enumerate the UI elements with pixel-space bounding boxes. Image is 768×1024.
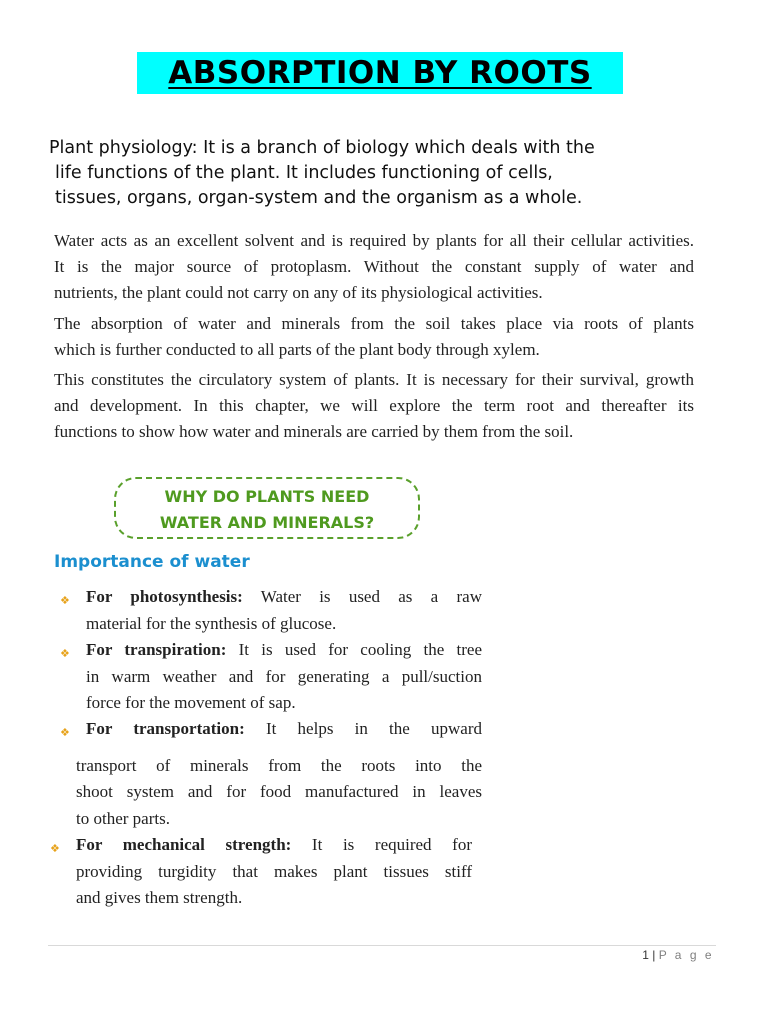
callout-line: WHY DO PLANTS NEED bbox=[164, 487, 370, 506]
bullet-label: For photosynthesis: bbox=[86, 587, 243, 606]
bullet-text: providing turgidity that makes plant tissues stiff bbox=[76, 861, 472, 881]
diamond-bullet-icon: ❖ bbox=[50, 842, 60, 855]
text-line: functions to show how water and minerals are carried by them from the soil. bbox=[54, 422, 574, 441]
bullet-text: force for the movement of sap. bbox=[86, 693, 296, 712]
paragraph-absorption bbox=[54, 311, 694, 363]
page-number: 1 bbox=[642, 948, 649, 962]
bullet-text: It is required for bbox=[291, 835, 472, 854]
page-label: P a g e bbox=[658, 948, 714, 962]
bullet-text: It helps in the upward bbox=[244, 719, 482, 738]
bullet-label: For transportation: bbox=[86, 719, 245, 738]
text-line: nutrients, the plant could not carry on any of its physiological activities. bbox=[54, 283, 543, 302]
intro-line: life functions of the plant. It includes functioning of cells, bbox=[55, 163, 553, 183]
text-line: This constitutes the circulatory system of plants. It is necessary for their survival, growth bbox=[54, 370, 694, 389]
callout-line: WATER AND MINERALS? bbox=[159, 513, 375, 532]
footer-divider bbox=[48, 945, 716, 946]
bullet-text: Water is used as a raw bbox=[242, 587, 482, 606]
page-footer bbox=[642, 948, 714, 962]
intro-paragraph bbox=[49, 136, 729, 211]
bullet-text: shoot system and for food manufactured in leaves bbox=[76, 782, 482, 801]
text-line: The absorption of water and minerals from the soil takes place via roots of plants bbox=[54, 314, 694, 333]
page-title: ABSORPTION BY ROOTS bbox=[137, 52, 623, 94]
callout-box bbox=[114, 477, 420, 539]
paragraph-circulatory bbox=[54, 367, 694, 445]
text-line: Water acts as an excellent solvent and is required by plants for all their cellular activities. bbox=[54, 231, 694, 250]
bullet-text: to other parts. bbox=[76, 808, 170, 828]
bullet-text: transport of minerals from the roots into the bbox=[76, 755, 482, 775]
text-line: which is further conducted to all parts of the plant body through xylem. bbox=[54, 340, 540, 359]
bullet-text: and gives them strength. bbox=[76, 888, 243, 907]
bullet-label: For transpiration: bbox=[86, 640, 227, 659]
bullet-text: It is used for cooling the tree bbox=[226, 640, 482, 659]
paragraph-water-solvent bbox=[54, 228, 694, 306]
text-line: It is the major source of protoplasm. Without the constant supply of water and bbox=[54, 257, 694, 276]
section-heading: Importance of water bbox=[54, 552, 250, 572]
bullet-text: in warm weather and for generating a pull/suction bbox=[86, 666, 482, 686]
diamond-bullet-icon: ❖ bbox=[60, 726, 70, 739]
bullet-text: material for the synthesis of glucose. bbox=[86, 613, 337, 633]
text-line: and development. In this chapter, we will explore the term root and thereafter its bbox=[54, 396, 694, 415]
intro-line: Plant physiology: It is a branch of biology which deals with the bbox=[49, 138, 595, 158]
bullet-label: For mechanical strength: bbox=[76, 835, 292, 854]
footer-separator: | bbox=[652, 948, 656, 962]
diamond-bullet-icon: ❖ bbox=[60, 647, 70, 660]
diamond-bullet-icon: ❖ bbox=[60, 594, 70, 607]
intro-line: tissues, organs, organ-system and the organism as a whole. bbox=[55, 188, 583, 208]
